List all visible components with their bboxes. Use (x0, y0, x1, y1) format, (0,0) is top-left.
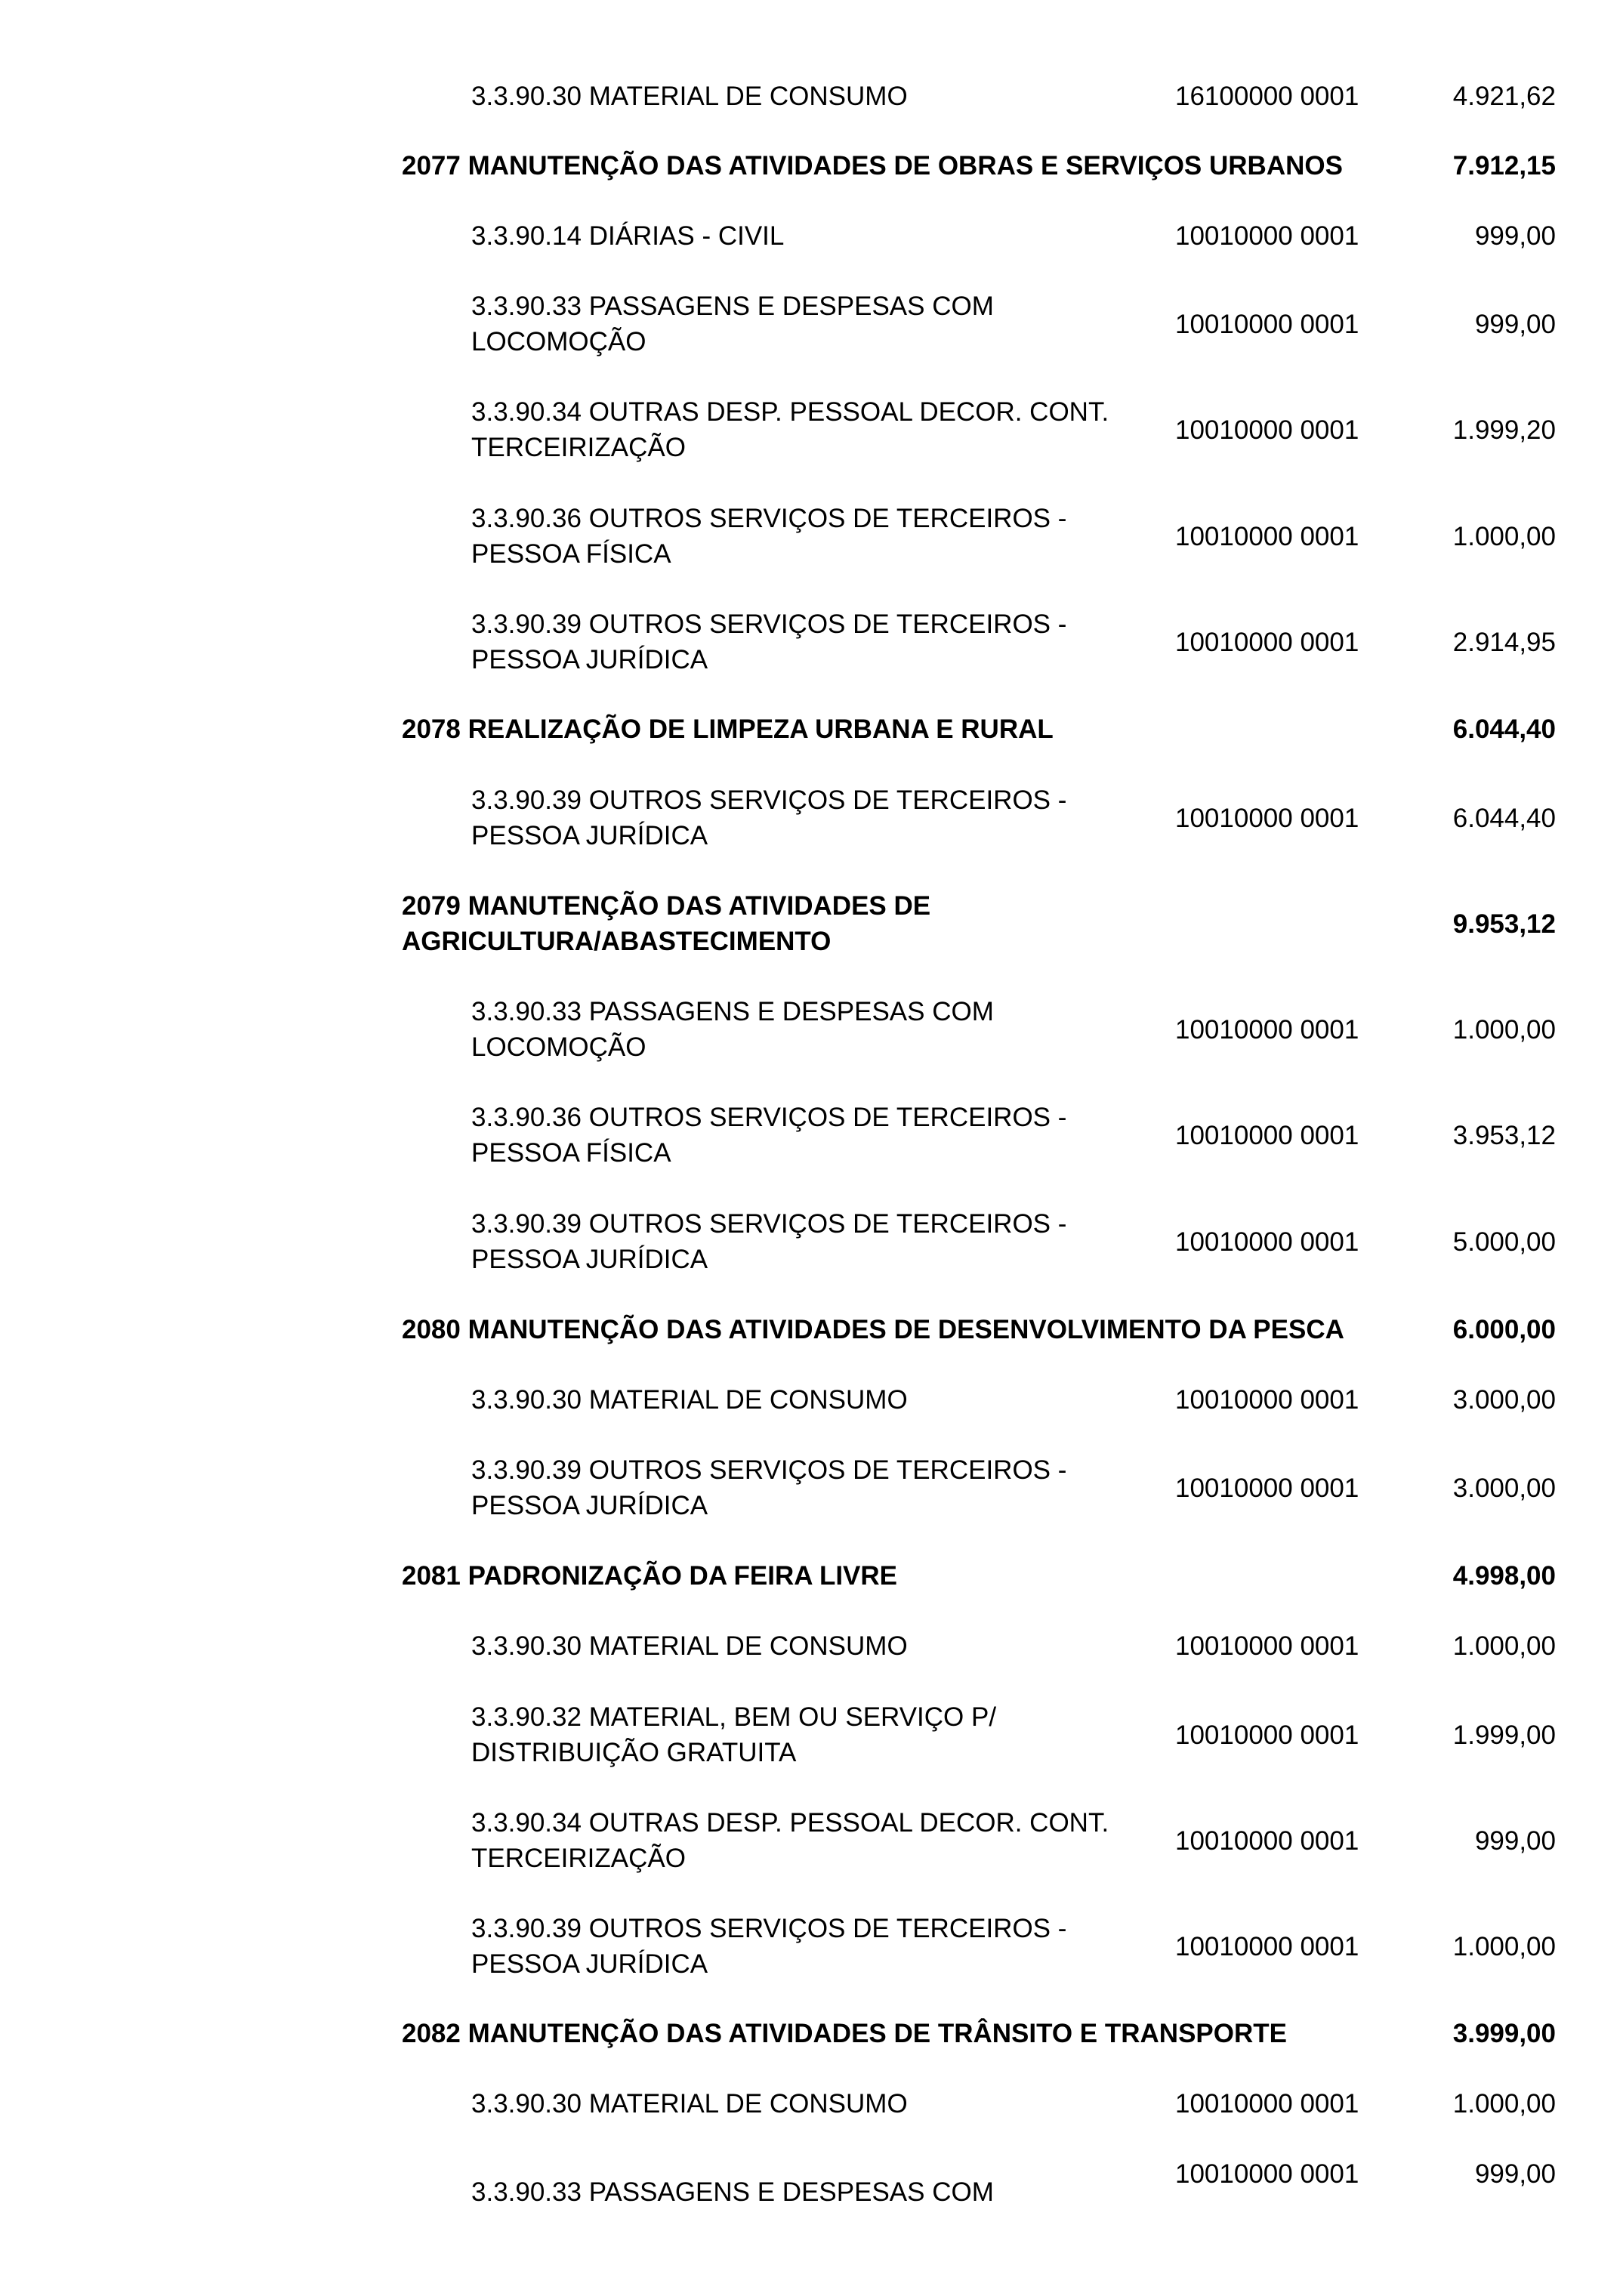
expense-item-description: 3.3.90.32 MATERIAL, BEM OU SERVIÇO P/ DISTRIBUIÇÃO GRATUITA (471, 1702, 997, 1767)
resource-source-code: 10010000 0001 (1175, 2089, 1359, 2119)
item-amount: 1.999,00 (1452, 1720, 1556, 1750)
resource-source-code: 10010000 0001 (1175, 310, 1359, 339)
item-amount: 5.000,00 (1452, 1227, 1556, 1257)
resource-source-code: 10010000 0001 (1175, 1474, 1359, 1503)
item-amount: 6.044,40 (1452, 804, 1556, 833)
resource-source-code: 10010000 0001 (1175, 221, 1359, 251)
resource-source-code: 10010000 0001 (1175, 2159, 1359, 2189)
item-amount: 2.914,95 (1452, 628, 1556, 657)
item-amount: 1.000,00 (1452, 2089, 1556, 2119)
budget-action-title: 2082 MANUTENÇÃO DAS ATIVIDADES DE TRÂNSITO E TRANSPORTE (402, 2019, 1287, 2048)
action-total-amount: 9.953,12 (1452, 909, 1556, 939)
action-total-amount: 4.998,00 (1452, 1561, 1556, 1591)
budget-action-title: 2081 PADRONIZAÇÃO DA FEIRA LIVRE (402, 1561, 898, 1591)
expense-item-description: 3.3.90.39 OUTROS SERVIÇOS DE TERCEIROS - PESSOA JURÍDICA (471, 785, 1067, 850)
resource-source-code: 10010000 0001 (1175, 628, 1359, 657)
resource-source-code: 10010000 0001 (1175, 1385, 1359, 1415)
resource-source-code: 16100000 0001 (1175, 82, 1359, 111)
budget-action-title: 2079 MANUTENÇÃO DAS ATIVIDADES DE AGRICULTURA/ABASTECIMENTO (402, 891, 931, 956)
item-amount: 4.921,62 (1452, 82, 1556, 111)
resource-source-code: 10010000 0001 (1175, 1720, 1359, 1750)
item-amount: 999,00 (1474, 1826, 1556, 1856)
action-total-amount: 3.999,00 (1452, 2019, 1556, 2048)
budget-action-title: 2080 MANUTENÇÃO DAS ATIVIDADES DE DESENVOLVIMENTO DA PESCA (402, 1315, 1344, 1344)
expense-item-description: 3.3.90.34 OUTRAS DESP. PESSOAL DECOR. CONT. TERCEIRIZAÇÃO (471, 1808, 1109, 1873)
item-amount: 3.953,12 (1452, 1121, 1556, 1150)
expense-item-description: 3.3.90.39 OUTROS SERVIÇOS DE TERCEIROS - PESSOA JURÍDICA (471, 1914, 1067, 1979)
resource-source-code: 10010000 0001 (1175, 1121, 1359, 1150)
resource-source-code: 10010000 0001 (1175, 415, 1359, 445)
item-amount: 999,00 (1474, 310, 1556, 339)
resource-source-code: 10010000 0001 (1175, 1631, 1359, 1661)
action-total-amount: 6.044,40 (1452, 714, 1556, 744)
resource-source-code: 10010000 0001 (1175, 1227, 1359, 1257)
resource-source-code: 10010000 0001 (1175, 522, 1359, 551)
resource-source-code: 10010000 0001 (1175, 804, 1359, 833)
resource-source-code: 10010000 0001 (1175, 1015, 1359, 1045)
resource-source-code: 10010000 0001 (1175, 1932, 1359, 1961)
item-amount: 3.000,00 (1452, 1385, 1556, 1415)
item-amount: 999,00 (1474, 221, 1556, 251)
item-amount: 1.000,00 (1452, 1932, 1556, 1961)
expense-item-description: 3.3.90.14 DIÁRIAS - CIVIL (471, 221, 785, 251)
budget-action-title: 2077 MANUTENÇÃO DAS ATIVIDADES DE OBRAS E SERVIÇOS URBANOS (402, 151, 1343, 181)
expense-item-description: 3.3.90.33 PASSAGENS E DESPESAS COM LOCOMOÇÃO (471, 997, 994, 1062)
action-total-amount: 7.912,15 (1452, 151, 1556, 181)
expense-item-description: 3.3.90.30 MATERIAL DE CONSUMO (471, 82, 908, 111)
item-amount: 3.000,00 (1452, 1474, 1556, 1503)
expense-item-description: 3.3.90.39 OUTROS SERVIÇOS DE TERCEIROS - PESSOA JURÍDICA (471, 609, 1067, 674)
expense-item-description: 3.3.90.30 MATERIAL DE CONSUMO (471, 1631, 908, 1661)
budget-action-title: 2078 REALIZAÇÃO DE LIMPEZA URBANA E RURAL (402, 714, 1054, 744)
resource-source-code: 10010000 0001 (1175, 1826, 1359, 1856)
expense-item-description: 3.3.90.33 PASSAGENS E DESPESAS COM LOCOMOÇÃO (471, 292, 994, 356)
expense-item-description: 3.3.90.39 OUTROS SERVIÇOS DE TERCEIROS - PESSOA JURÍDICA (471, 1209, 1067, 1274)
expense-item-description: 3.3.90.30 MATERIAL DE CONSUMO (471, 1385, 908, 1415)
action-total-amount: 6.000,00 (1452, 1315, 1556, 1344)
expense-item-description: 3.3.90.33 PASSAGENS E DESPESAS COM (471, 2177, 994, 2207)
item-amount: 999,00 (1474, 2159, 1556, 2189)
expense-item-description: 3.3.90.34 OUTRAS DESP. PESSOAL DECOR. CONT. TERCEIRIZAÇÃO (471, 397, 1109, 462)
item-amount: 1.000,00 (1452, 1631, 1556, 1661)
expense-item-description: 3.3.90.30 MATERIAL DE CONSUMO (471, 2089, 908, 2119)
item-amount: 1.999,20 (1452, 415, 1556, 445)
expense-item-description: 3.3.90.36 OUTROS SERVIÇOS DE TERCEIROS - PESSOA FÍSICA (471, 504, 1067, 569)
item-amount: 1.000,00 (1452, 522, 1556, 551)
expense-item-description: 3.3.90.36 OUTROS SERVIÇOS DE TERCEIROS - PESSOA FÍSICA (471, 1103, 1067, 1168)
item-amount: 1.000,00 (1452, 1015, 1556, 1045)
expense-item-description: 3.3.90.39 OUTROS SERVIÇOS DE TERCEIROS - PESSOA JURÍDICA (471, 1455, 1067, 1520)
